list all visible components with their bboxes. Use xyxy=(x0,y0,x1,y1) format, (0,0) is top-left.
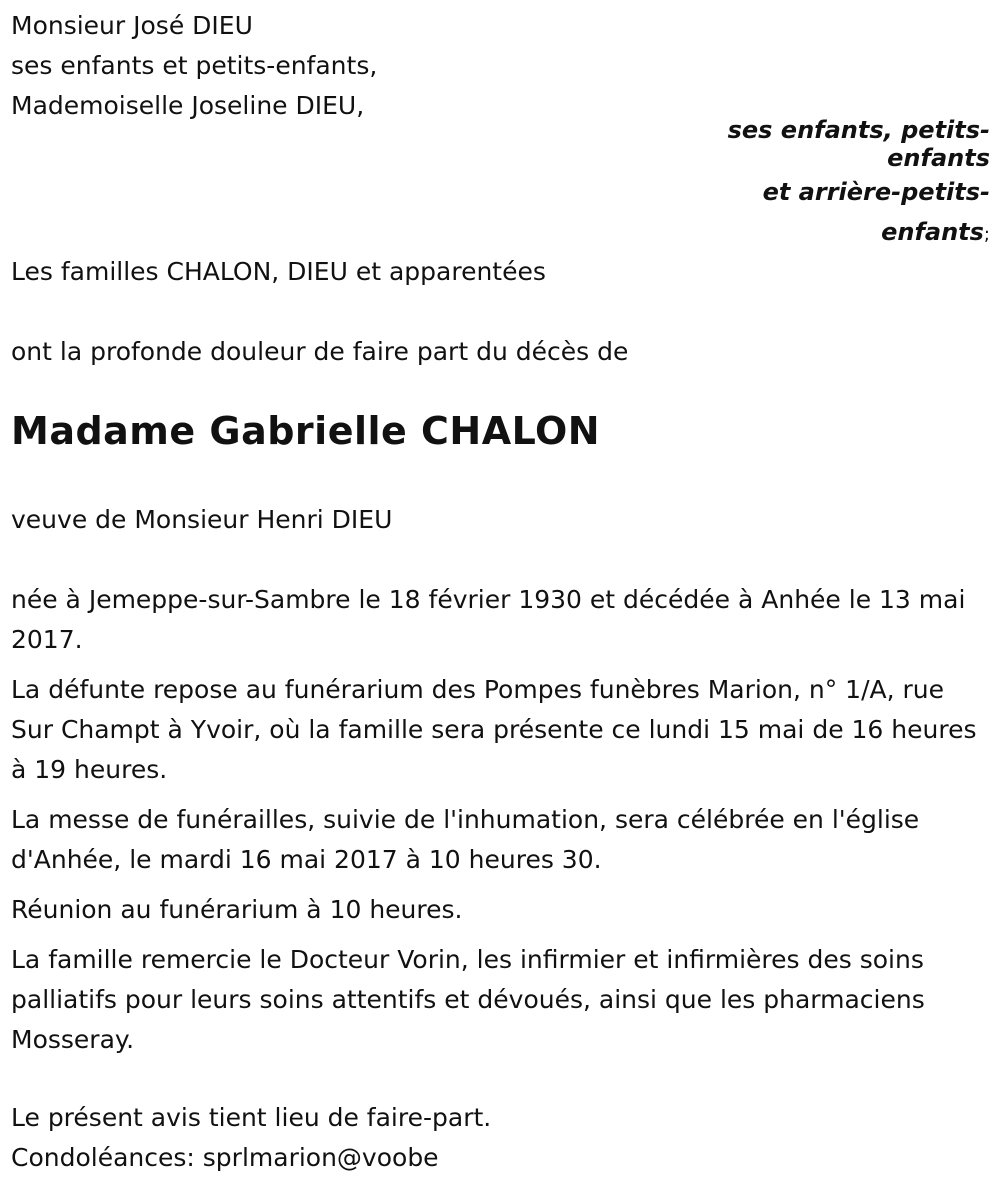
birth-death-paragraph: née à Jemeppe-sur-Sambre le 18 février 1930 et décédée à Anhée le 13 mai 2017. xyxy=(11,585,966,654)
right-note-line: ses enfants, petits- xyxy=(727,116,990,144)
right-note-punctuation: ; xyxy=(983,224,990,245)
footer-block xyxy=(11,1098,986,1178)
deceased-name: Madame Gabrielle CHALON xyxy=(11,409,601,453)
right-note-line: enfants xyxy=(881,218,984,246)
header-line: ses enfants et petits-enfants, xyxy=(11,51,378,80)
condolences-line: Condoléances: sprlmarion@voobe xyxy=(11,1143,439,1172)
widow-of-line: veuve de Monsieur Henri DIEU xyxy=(11,505,393,534)
right-note-last-line xyxy=(660,212,990,255)
announcement-line: ont la profonde douleur de faire part du décès de xyxy=(11,337,629,366)
funeral-mass-paragraph: La messe de funérailles, suivie de l'inhumation, sera célébrée en l'église d'Anhée, le mardi 16 mai 2017 à 10 heures 30. xyxy=(11,805,920,874)
right-note-line: et arrière-petits- xyxy=(762,178,990,206)
footer-line: Le présent avis tient lieu de faire-part. xyxy=(11,1103,492,1132)
details-block xyxy=(11,580,986,1060)
right-note-continued xyxy=(660,172,990,255)
header-line: Mademoiselle Joseline DIEU, xyxy=(11,91,365,120)
funerarium-paragraph: La défunte repose au funérarium des Pompes funèbres Marion, n° 1/A, rue Sur Champt à Yvoir, où la famille sera présente ce lundi 15 mai de 16 heures à 19 heures. xyxy=(11,675,977,784)
right-note xyxy=(660,110,990,178)
header-block xyxy=(11,6,986,126)
families-line: Les familles CHALON, DIEU et apparentées xyxy=(11,257,546,286)
right-note-line: enfants xyxy=(887,144,990,172)
meeting-paragraph: Réunion au funérarium à 10 heures. xyxy=(11,895,463,924)
header-line: Monsieur José DIEU xyxy=(11,11,253,40)
thanks-paragraph: La famille remercie le Docteur Vorin, les infirmier et infirmières des soins palliatifs pour leurs soins attentifs et dévoués, ainsi que les pharmaciens Mosseray. xyxy=(11,945,925,1054)
